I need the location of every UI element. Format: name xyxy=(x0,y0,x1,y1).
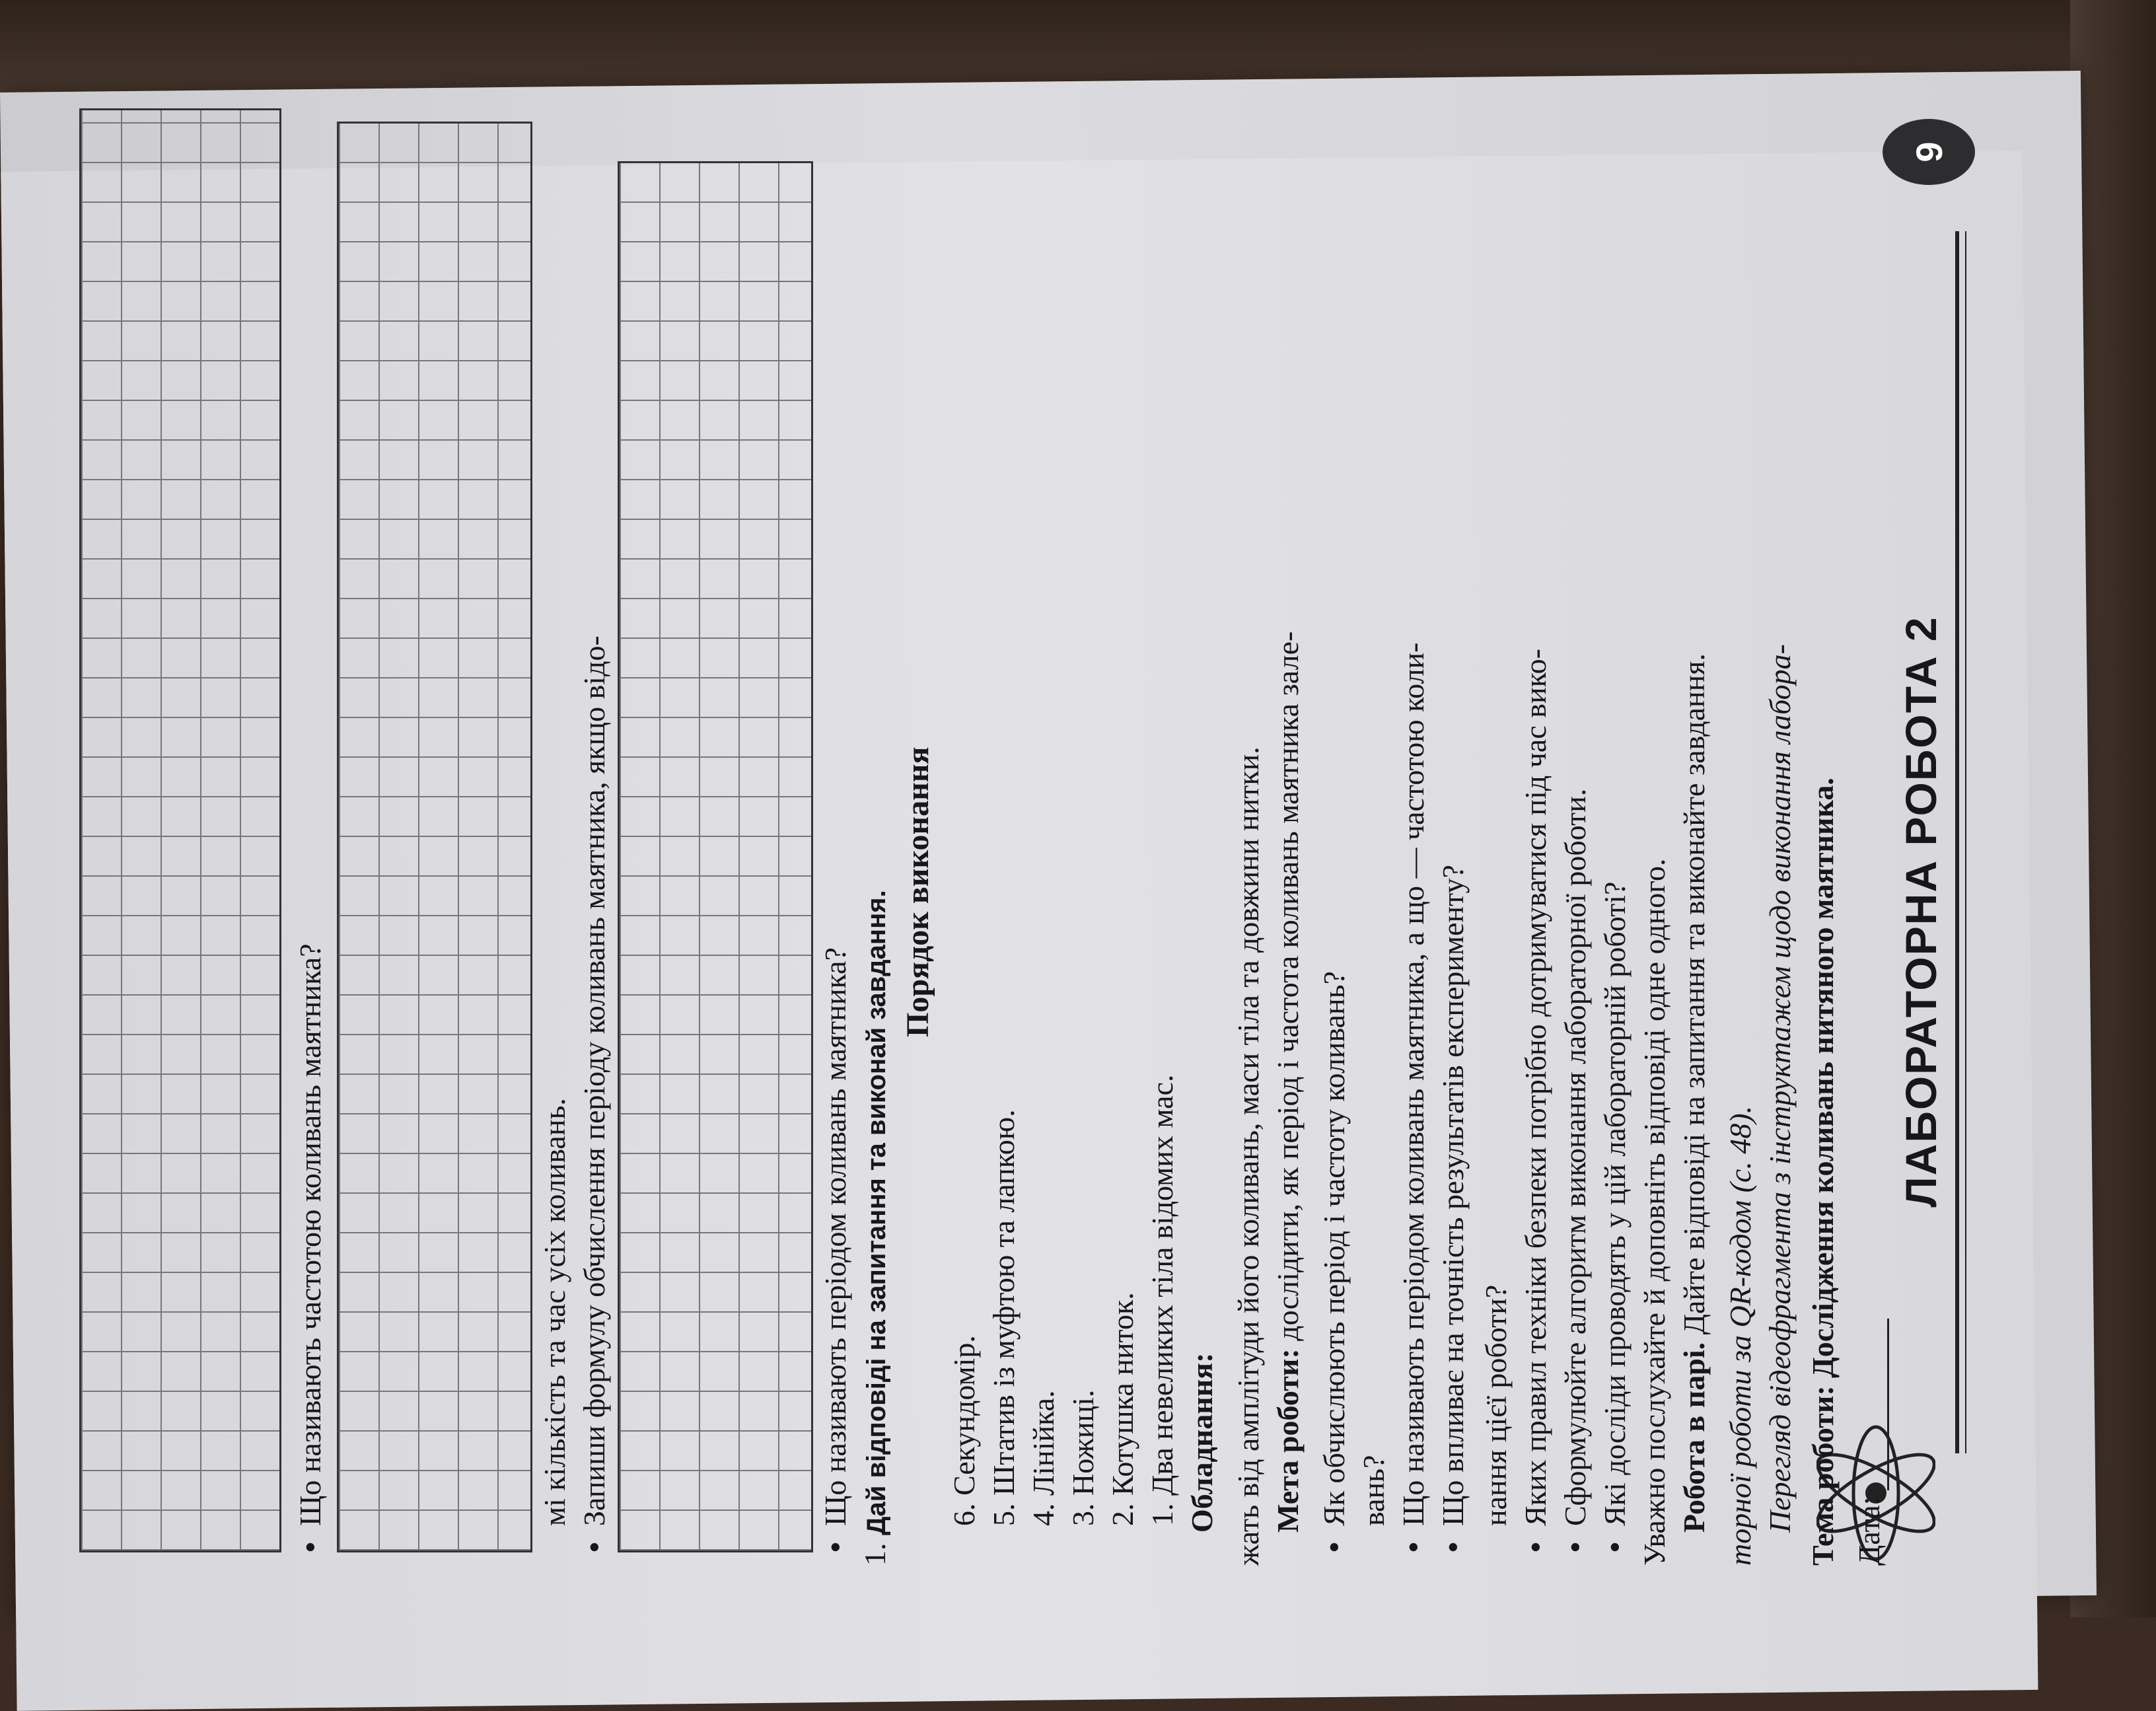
question-5: • Що називають періодом коливань маятника, а що — частотою коли- xyxy=(1394,643,1433,1552)
step-1-text: Дай відповіді на запитання та виконай завдання. xyxy=(862,890,891,1535)
date-label: Дата: xyxy=(1852,1496,1886,1566)
video-line-1: Перегляд відеофрагмента з інструктажем щодо виконання лабора- xyxy=(1763,644,1797,1533)
question-3-cont: нання цієї роботи? xyxy=(1479,1284,1513,1526)
task-2: • Запиши формулу обчислення періоду коливань маятника, якщо відо- xyxy=(575,636,614,1552)
procedure-heading: Порядок виконання xyxy=(900,746,935,1037)
date-field[interactable] xyxy=(1859,1319,1889,1490)
equipment-item-2: 2. Котушка ниток. xyxy=(1106,1292,1139,1526)
step-1-row xyxy=(855,890,896,1566)
page-title: ЛАБОРАТОРНА РОБОТА 2 xyxy=(1896,616,1945,1208)
worksheet-content xyxy=(53,86,2034,1605)
task-3: • Що називають частотою коливань маятника? xyxy=(291,943,330,1552)
equipment-item-3: 3. Ножиці. xyxy=(1066,1389,1100,1526)
task-1: • Що називають періодом коливань маятника? xyxy=(816,947,855,1552)
equipment-item-4: 4. Лінійка. xyxy=(1026,1390,1060,1526)
goal-label: Мета роботи: xyxy=(1271,1348,1305,1533)
answer-grid-3[interactable] xyxy=(79,108,281,1552)
title-rule-thin xyxy=(1965,231,1966,1453)
title-rule xyxy=(1955,231,1959,1453)
answer-grid-1[interactable] xyxy=(618,161,813,1552)
video-line-2: торної роботи за QR-кодом (с. 48). xyxy=(1723,1105,1757,1566)
page-number-badge: 9 xyxy=(1883,119,1975,185)
goal-row xyxy=(1268,632,1308,1533)
topic-text: Дослідження коливань нитяного маятника. xyxy=(1806,778,1840,1378)
question-5-cont: вань? xyxy=(1357,1455,1390,1526)
question-4: • Що впливає на точність результатів експерименту? xyxy=(1433,865,1473,1552)
equipment-item-5: 5. Штатив із муфтою та лапкою. xyxy=(987,1109,1021,1526)
step-1-number: 1. xyxy=(858,1543,892,1566)
equipment-item-1: 1. Два невеликих тіла відомих мас. xyxy=(1145,1074,1179,1526)
listen-instruction: Уважно послухайте й доповніть відповіді одне одного. xyxy=(1637,858,1671,1566)
question-1: • Які досліди проводять у цій лабораторній роботі? xyxy=(1595,881,1635,1552)
goal-text-2: жать від амплітуди його коливань, маси тіла та довжини нитки. xyxy=(1231,746,1265,1566)
question-3: • Яких правил техніки безпеки потрібно дотримуватися під час вико- xyxy=(1516,649,1556,1552)
equipment-label: Обладнання: xyxy=(1185,1352,1219,1533)
topic-row xyxy=(1803,778,1843,1566)
task-2-cont: мі кількість та час усіх коливань. xyxy=(538,1098,571,1526)
pair-row xyxy=(1674,653,1714,1533)
pair-text: Дайте відповіді на запитання та виконайте завдання. xyxy=(1677,653,1711,1335)
goal-text-1: дослідити, як період і частота коливань маятника зале- xyxy=(1271,631,1305,1341)
date-row xyxy=(1850,1319,1889,1566)
pair-label: Робота в парі. xyxy=(1677,1342,1711,1533)
equipment-item-6: 6. Секундомір. xyxy=(947,1335,981,1526)
topic-label: Тема роботи: xyxy=(1806,1385,1840,1566)
question-2: • Сформулюйте алгоритм виконання лабораторної роботи. xyxy=(1556,789,1595,1552)
answer-grid-2[interactable] xyxy=(337,122,532,1552)
question-6: • Як обчислюють період і частоту коливань? xyxy=(1314,971,1354,1552)
